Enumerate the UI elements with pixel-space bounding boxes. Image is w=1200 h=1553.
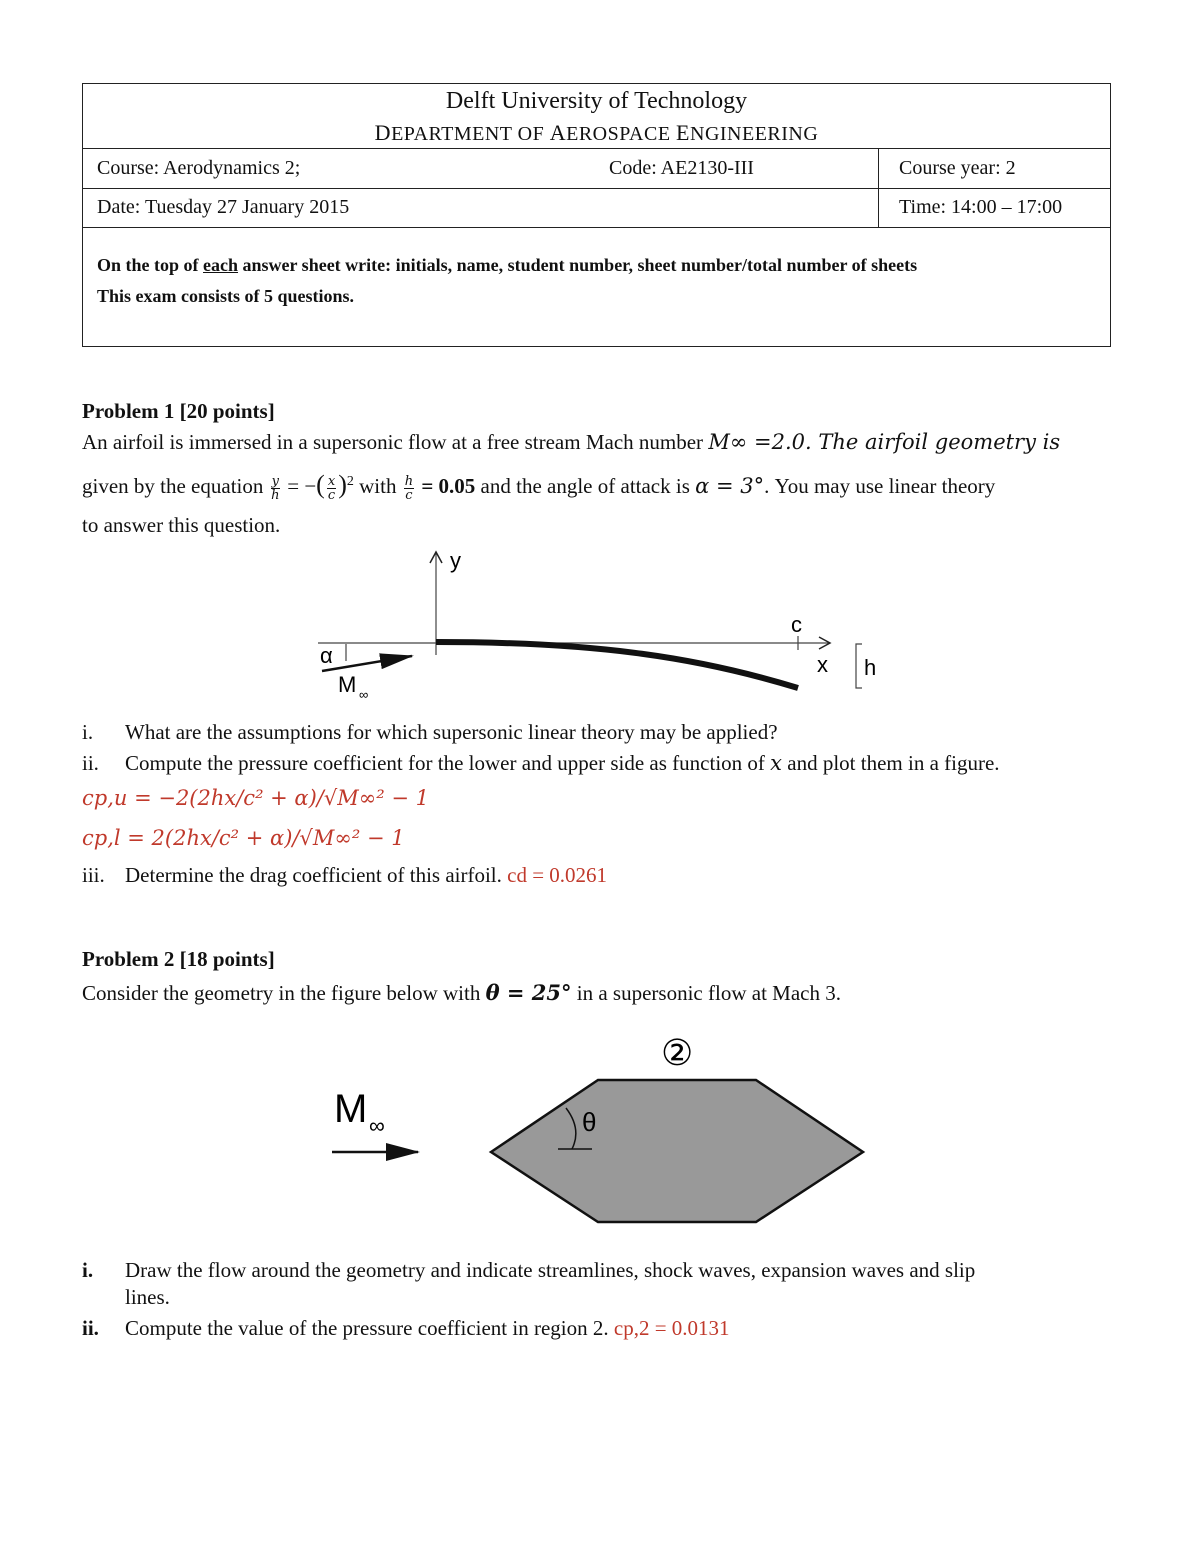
question-number: ii. (82, 1316, 99, 1340)
theta-label: θ (582, 1107, 597, 1137)
university-name: Delft University of Technology (445, 88, 748, 114)
chord-label: c (791, 612, 802, 637)
divider (83, 227, 1110, 228)
course-field: Course: Aerodynamics 2; (97, 157, 301, 179)
height-label: h (864, 655, 877, 680)
hexagon-figure (320, 1025, 880, 1235)
mach-subscript: ∞ (369, 1113, 385, 1138)
answer-cp-upper: cp,u = −2(2hx/c² + α)/√M∞² − 1 (82, 786, 429, 810)
divider (878, 148, 879, 228)
exam-header-table (82, 83, 1111, 347)
question-text: Compute the pressure coefficient for the lower and upper side as function of x and plot them in a figure. (125, 751, 1000, 775)
freestream-arrow (322, 656, 412, 671)
mach-subscript: ∞ (359, 687, 369, 702)
question-text: What are the assumptions for which supersonic linear theory may be applied? (125, 720, 778, 744)
course-year-field: Course year: 2 (899, 157, 1016, 179)
problem-2-text: Consider the geometry in the figure below with θ = 25° in a supersonic flow at Mach 3. (82, 980, 841, 1005)
department-name: DEPARTMENT OF AEROSPACE ENGINEERING (374, 120, 819, 145)
question-text: lines. (125, 1285, 170, 1309)
date-field: Date: Tuesday 27 January 2015 (97, 196, 350, 218)
x-axis-label: x (817, 652, 828, 677)
question-number: i. (82, 1258, 94, 1282)
answer-cp2: cp,2 = 0.0131 (613, 1316, 730, 1340)
region-2-label: ② (661, 1032, 694, 1073)
hexagon-body (491, 1080, 863, 1222)
question-text: Determine the drag coefficient of this airfoil. cd = 0.0261 (125, 863, 608, 887)
answer-cd: cd = 0.0261 (507, 863, 608, 887)
question-number: i. (82, 720, 94, 744)
problem-1-text: to answer this question. (82, 513, 281, 537)
answer-cp-lower: cp,l = 2(2hx/c² + α)/√M∞² − 1 (82, 826, 405, 850)
problem-2-title: Problem 2 [18 points] (82, 947, 275, 971)
question-number: ii. (82, 751, 99, 775)
question-number: iii. (82, 863, 105, 887)
code-field: Code: AE2130-III (609, 157, 754, 179)
airfoil-figure (300, 540, 900, 710)
divider (83, 148, 1110, 149)
airfoil-shape (436, 642, 798, 688)
problem-1-text: An airfoil is immersed in a supersonic flow at a free stream Mach number M∞ =2.0. The airfoil geometry is (82, 430, 1061, 454)
mach-label: M (334, 1087, 368, 1131)
time-field: Time: 14:00 – 17:00 (899, 196, 1063, 218)
question-text: Compute the value of the pressure coefficient in region 2. cp,2 = 0.0131 (125, 1316, 730, 1340)
instruction-line: This exam consists of 5 questions. (97, 286, 355, 306)
y-axis-label: y (450, 548, 461, 573)
divider (83, 188, 1110, 189)
problem-1-title: Problem 1 [20 points] (82, 399, 275, 423)
instruction-line: On the top of each answer sheet write: initials, name, student number, sheet number/total number of sheets (97, 255, 918, 275)
mach-label: M (338, 672, 357, 697)
height-bracket (856, 644, 862, 688)
alpha-label: α (320, 643, 333, 668)
question-text: Draw the flow around the geometry and indicate streamlines, shock waves, expansion waves and slip (125, 1258, 976, 1282)
problem-1-text: given by the equation $\frac{y}{h}$ = −( $\frac{x}{c}$ )$^2$ with $\frac{h}{c}$ = 0.05 and the angle of attack is α = 3°. You may use linear theory (82, 470, 996, 503)
